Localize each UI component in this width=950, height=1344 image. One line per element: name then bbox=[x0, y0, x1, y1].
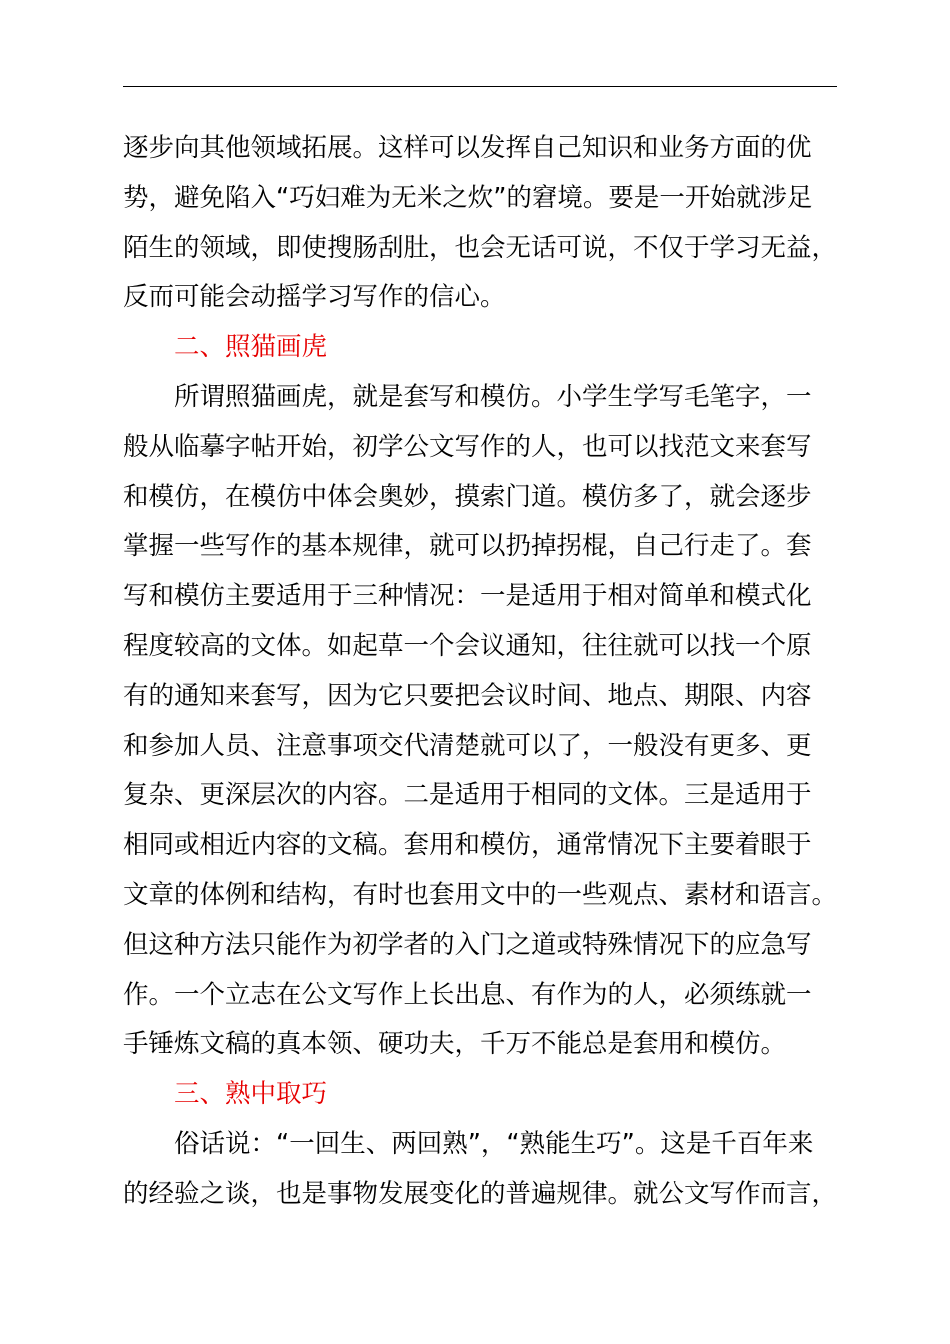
text-line: 写和模仿主要适用于三种情况：一是适用于相对简单和模式化 bbox=[123, 581, 812, 612]
text-line: 作。一个立志在公文写作上长出息、有作为的人，必须练就一 bbox=[123, 979, 812, 1010]
document-body bbox=[123, 124, 843, 1220]
text-line: 文章的体例和结构，有时也套用文中的一些观点、素材和语言。 bbox=[123, 879, 838, 910]
text-line: 掌握一些写作的基本规律，就可以扔掉拐棍，自己行走了。套 bbox=[123, 531, 812, 562]
text-line: 和参加人员、注意事项交代清楚就可以了，一般没有更多、更 bbox=[123, 730, 812, 761]
text-line: 复杂、更深层次的内容。二是适用于相同的文体。三是适用于 bbox=[123, 780, 812, 811]
text-line: 所谓照猫画虎，就是套写和模仿。小学生学写毛笔字，一 bbox=[174, 381, 812, 412]
text-line: 的经验之谈，也是事物发展变化的普遍规律。就公文写作而言， bbox=[123, 1178, 838, 1209]
text-line: 陌生的领域，即使搜肠刮肚，也会无话可说，不仅于学习无益， bbox=[123, 232, 838, 263]
text-line: 有的通知来套写，因为它只要把会议时间、地点、期限、内容 bbox=[123, 680, 812, 711]
text-line: 和模仿，在模仿中体会奥妙，摸索门道。模仿多了，就会逐步 bbox=[123, 481, 812, 512]
section-heading: 三、熟中取巧 bbox=[174, 1079, 328, 1110]
header-rule bbox=[123, 86, 837, 87]
text-line: 逐步向其他领域拓展。这样可以发挥自己知识和业务方面的优 bbox=[123, 133, 812, 163]
text-line: 程度较高的文体。如起草一个会议通知，往往就可以找一个原 bbox=[123, 630, 812, 661]
text-line: 般从临摹字帖开始，初学公文写作的人，也可以找范文来套写 bbox=[123, 431, 812, 462]
text-line: 相同或相近内容的文稿。套用和模仿，通常情况下主要着眼于 bbox=[123, 830, 812, 861]
text-line: 势，避免陷入“巧妇难为无米之炊”的窘境。要是一开始就涉足 bbox=[123, 182, 813, 213]
text-line: 俗话说：“一回生、两回熟”，“熟能生巧”。这是千百年来 bbox=[174, 1128, 814, 1159]
text-line: 但这种方法只能作为初学者的入门之道或特殊情况下的应急写 bbox=[123, 929, 812, 960]
text-line: 反而可能会动摇学习写作的信心。 bbox=[123, 282, 506, 313]
section-heading: 二、照猫画虎 bbox=[174, 332, 328, 363]
text-line: 手锤炼文稿的真本领、硬功夫，千万不能总是套用和模仿。 bbox=[123, 1029, 787, 1060]
